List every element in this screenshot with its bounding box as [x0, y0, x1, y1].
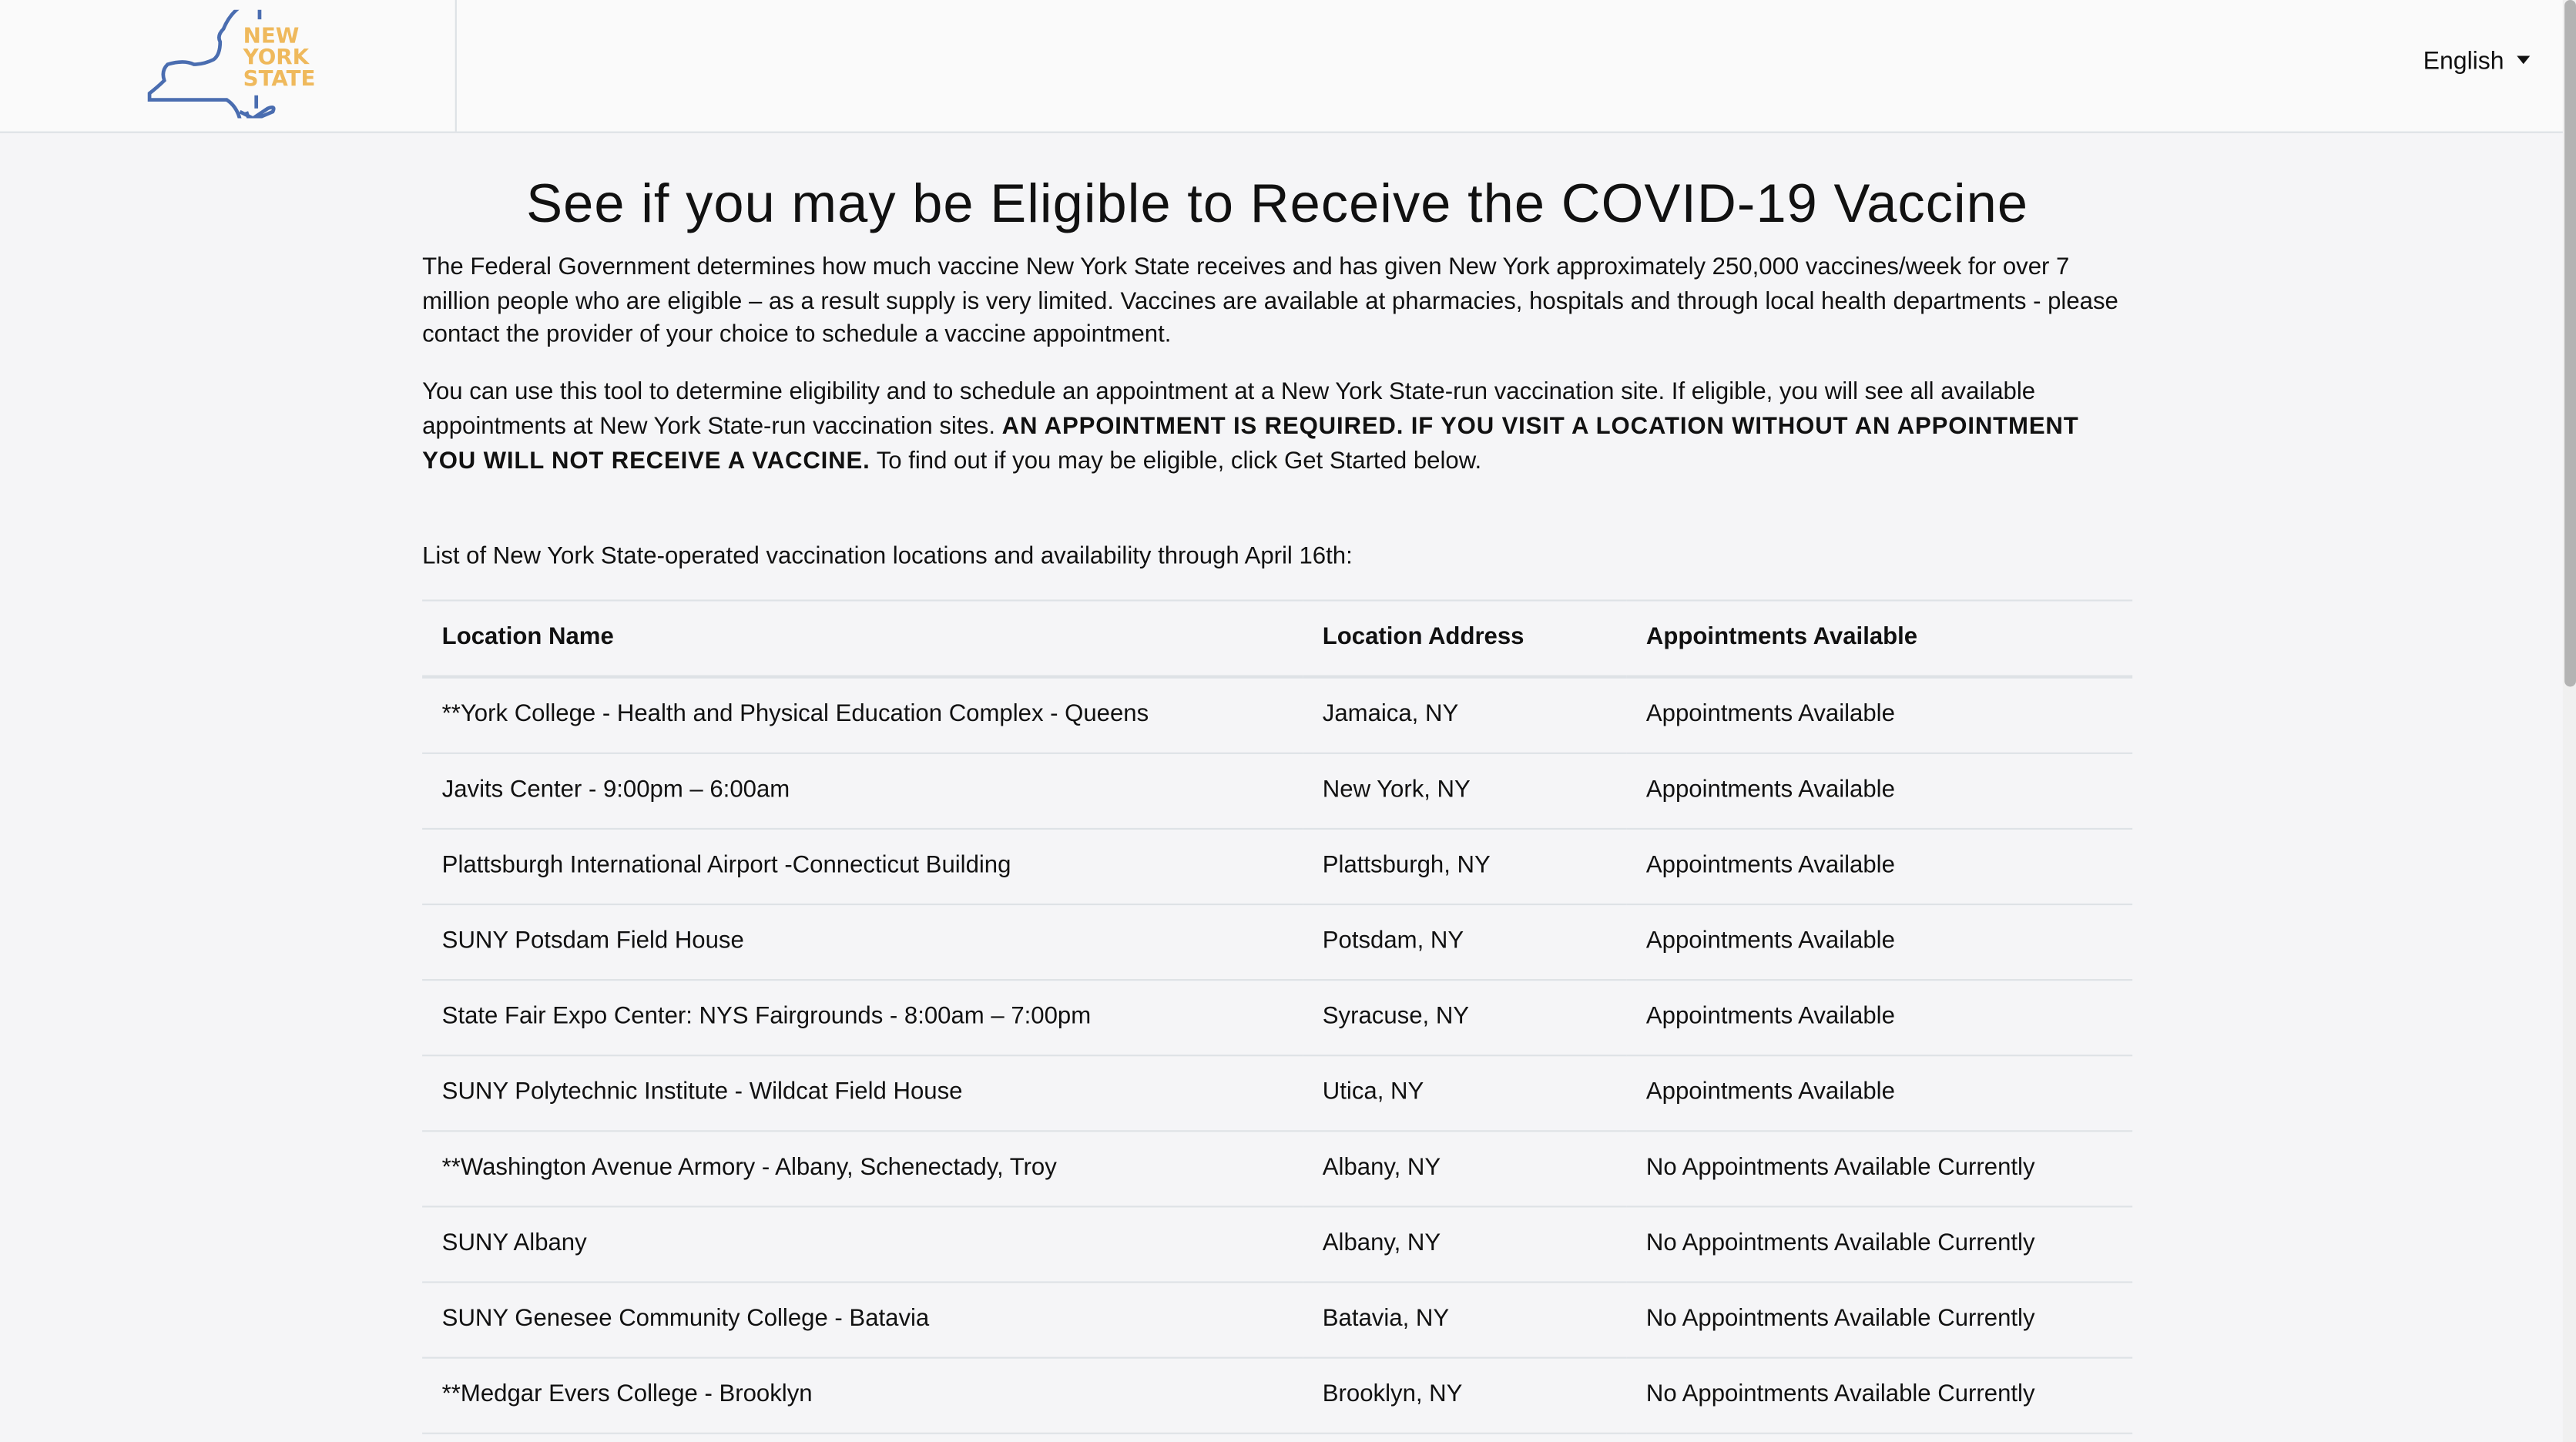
- scrollbar[interactable]: [2563, 0, 2576, 1442]
- location-address: Jamaica, NY: [1303, 676, 1626, 753]
- appointment-status: Appointments Available: [1626, 753, 2132, 829]
- location-address: Albany, NY: [1303, 1206, 1626, 1282]
- page-title: See if you may be Eligible to Receive the COVID-19 Vaccine: [526, 172, 2029, 233]
- appointment-status: Appointments Available: [1626, 829, 2132, 904]
- main-content: [422, 164, 2132, 1434]
- appointment-status: No Appointments Available Currently: [1626, 1206, 2132, 1282]
- location-name: SUNY Genesee Community College - Batavia: [422, 1282, 1303, 1357]
- scrollbar-thumb[interactable]: [2564, 0, 2576, 686]
- table-row: [422, 980, 2132, 1055]
- table-row: [422, 829, 2132, 904]
- location-name: Javits Center - 9:00pm – 6:00am: [422, 753, 1303, 829]
- logo-cell: [0, 0, 457, 132]
- location-address: Syracuse, NY: [1303, 980, 1626, 1055]
- table-row: [422, 1055, 2132, 1131]
- locations-table: [422, 599, 2132, 1434]
- location-address: New York, NY: [1303, 753, 1626, 829]
- location-name: SUNY Potsdam Field House: [422, 904, 1303, 980]
- new-york-state-logo[interactable]: [145, 10, 329, 119]
- locations-intro: List of New York State-operated vaccination locations and availability through April 16th:: [422, 544, 1353, 571]
- appointment-status: Appointments Available: [1626, 1055, 2132, 1131]
- location-name: SUNY Albany: [422, 1206, 1303, 1282]
- logo-text-york: YORK: [243, 44, 310, 70]
- location-name: **Washington Avenue Armory - Albany, Schenectady, Troy: [422, 1131, 1303, 1206]
- location-name: **Medgar Evers College - Brooklyn: [422, 1357, 1303, 1433]
- table-row: [422, 753, 2132, 829]
- location-name: SUNY Polytechnic Institute - Wildcat Field House: [422, 1055, 1303, 1131]
- location-name: **York College - Health and Physical Education Complex - Queens: [422, 676, 1303, 753]
- language-dropdown[interactable]: [2423, 48, 2531, 75]
- appointment-status: Appointments Available: [1626, 904, 2132, 980]
- location-name: Plattsburgh International Airport -Connecticut Building: [422, 829, 1303, 904]
- table-header-row: [422, 600, 2132, 676]
- location-address: Plattsburgh, NY: [1303, 829, 1626, 904]
- appointment-required-warning: AN APPOINTMENT IS REQUIRED. IF YOU VISIT A LOCATION WITHOUT AN APPOINTMENT YOU WILL NOT RECEIVE A VACCINE.: [422, 414, 2079, 475]
- intro-paragraph: The Federal Government determines how much vaccine New York State receives and has given New York approximately 250,000 vaccines/week for over 7 million people who are eligible – as a result supply is very limited. Vaccines are available at pharmacies, hospitals and through local health departments - please contact the provider of your choice to schedule a vaccine appointment.: [422, 254, 2118, 349]
- appointment-status: No Appointments Available Currently: [1626, 1357, 2132, 1433]
- appointment-status: Appointments Available: [1626, 676, 2132, 753]
- appointment-status: No Appointments Available Currently: [1626, 1282, 2132, 1357]
- header-location-address: Location Address: [1303, 600, 1626, 676]
- table-row: [422, 1206, 2132, 1282]
- header-location-name: Location Name: [422, 600, 1303, 676]
- tool-paragraph: [422, 377, 2132, 478]
- table-row: [422, 1282, 2132, 1357]
- logo-text-state: STATE: [243, 65, 316, 91]
- location-address: Brooklyn, NY: [1303, 1357, 1626, 1433]
- tool-text: You can use this tool to determine eligibility and to schedule an appointment at a New York State-run vaccination site. If eligible, you will see all available appointments at New York State-run vaccination sites.: [422, 379, 2036, 441]
- location-address: Batavia, NY: [1303, 1282, 1626, 1357]
- location-name: State Fair Expo Center: NYS Fairgrounds - 8:00am – 7:00pm: [422, 980, 1303, 1055]
- header-appointments: Appointments Available: [1626, 600, 2132, 676]
- location-address: Albany, NY: [1303, 1131, 1626, 1206]
- location-address: Potsdam, NY: [1303, 904, 1626, 980]
- get-started-text: To find out if you may be eligible, click Get Started below.: [870, 448, 1482, 475]
- table-row: [422, 1131, 2132, 1206]
- table-row: [422, 1357, 2132, 1433]
- site-header: [0, 0, 2563, 133]
- logo-text-new: NEW: [243, 22, 300, 49]
- appointment-status: Appointments Available: [1626, 980, 2132, 1055]
- appointment-status: No Appointments Available Currently: [1626, 1131, 2132, 1206]
- table-row: [422, 904, 2132, 980]
- caret-down-icon: [2517, 56, 2531, 65]
- table-row: [422, 676, 2132, 753]
- location-address: Utica, NY: [1303, 1055, 1626, 1131]
- language-label: English: [2423, 47, 2504, 76]
